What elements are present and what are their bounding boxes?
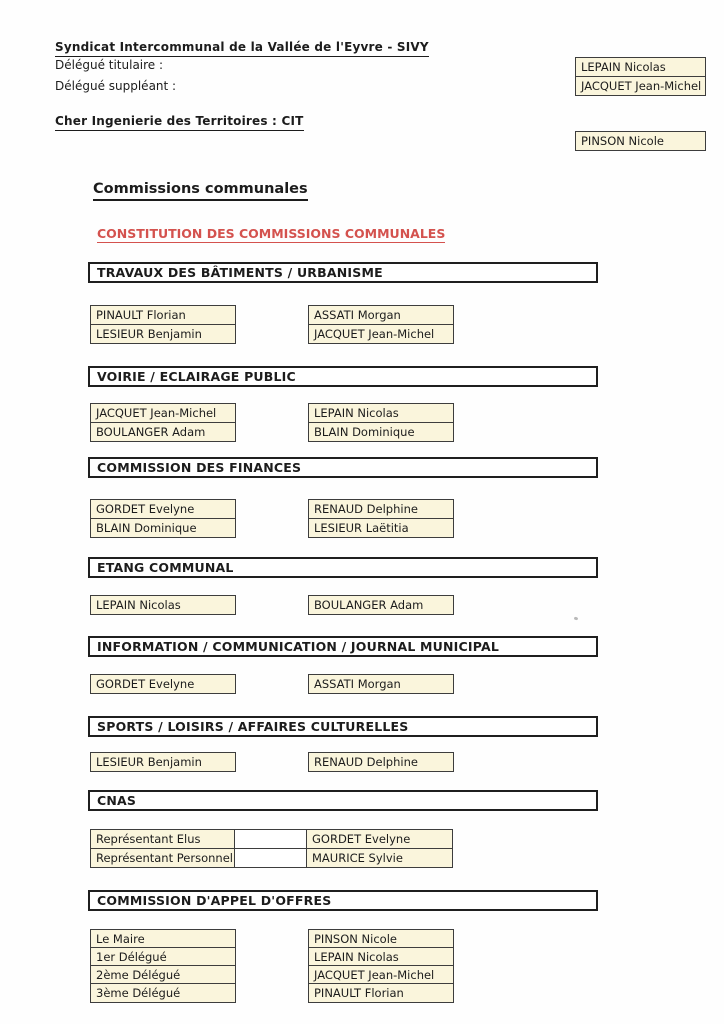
commission-header-finances bbox=[88, 457, 598, 478]
member-name-box: BOULANGER Adam bbox=[308, 595, 454, 615]
member-name-box: BOULANGER Adam bbox=[90, 422, 236, 442]
travaux-right-column bbox=[308, 305, 454, 344]
commission-title: CNAS bbox=[97, 793, 137, 808]
appel-offres-roles-column bbox=[90, 929, 236, 1003]
cit-title: Cher Ingenierie des Territoires : CIT bbox=[55, 114, 304, 131]
member-name-box: GORDET Evelyne bbox=[90, 674, 236, 694]
role-box: 3ème Délégué bbox=[90, 983, 236, 1003]
member-name-box: PINAULT Florian bbox=[308, 983, 454, 1003]
sivy-title: Syndicat Intercommunal de la Vallée de l'Eyvre - SIVY bbox=[55, 40, 429, 57]
commission-title: TRAVAUX DES BÂTIMENTS / URBANISME bbox=[97, 265, 383, 280]
member-name-box: LESIEUR Benjamin bbox=[90, 752, 236, 772]
information-right-column bbox=[308, 674, 454, 694]
cnas-role-cell: Représentant Elus bbox=[90, 829, 235, 849]
member-name-box: BLAIN Dominique bbox=[90, 518, 236, 538]
table-row bbox=[90, 848, 453, 868]
scan-artifact bbox=[574, 616, 579, 620]
sports-right-column bbox=[308, 752, 454, 772]
table-row bbox=[90, 829, 453, 849]
member-name-box: LEPAIN Nicolas bbox=[308, 403, 454, 423]
cnas-name-cell: GORDET Evelyne bbox=[306, 829, 453, 849]
travaux-left-column bbox=[90, 305, 236, 344]
commission-title: COMMISSION DES FINANCES bbox=[97, 460, 302, 475]
member-name-box: RENAUD Delphine bbox=[308, 499, 454, 519]
voirie-right-column bbox=[308, 403, 454, 442]
member-name-box: LEPAIN Nicolas bbox=[308, 947, 454, 967]
sivy-titulaire-box: LEPAIN Nicolas bbox=[575, 57, 706, 77]
member-name-box: RENAUD Delphine bbox=[308, 752, 454, 772]
appel-offres-names-column bbox=[308, 929, 454, 1003]
commission-title: COMMISSION D'APPEL D'OFFRES bbox=[97, 893, 332, 908]
role-box: Le Maire bbox=[90, 929, 236, 949]
commission-header-sports bbox=[88, 716, 598, 737]
role-box: 1er Délégué bbox=[90, 947, 236, 967]
voirie-left-column bbox=[90, 403, 236, 442]
delegue-suppleant-label: Délégué suppléant : bbox=[55, 79, 177, 93]
delegue-titulaire-label: Délégué titulaire : bbox=[55, 58, 164, 72]
page-title: Commissions communales bbox=[93, 181, 308, 201]
finances-right-column bbox=[308, 499, 454, 538]
commission-header-etang bbox=[88, 557, 598, 578]
information-left-column bbox=[90, 674, 236, 694]
sports-left-column bbox=[90, 752, 236, 772]
member-name-box: GORDET Evelyne bbox=[90, 499, 236, 519]
member-name-box: LESIEUR Benjamin bbox=[90, 324, 236, 344]
cnas-role-cell: Représentant Personnel bbox=[90, 848, 235, 868]
commission-header-information bbox=[88, 636, 598, 657]
commission-title: VOIRIE / ECLAIRAGE PUBLIC bbox=[97, 369, 296, 384]
member-name-box: JACQUET Jean-Michel bbox=[90, 403, 236, 423]
cnas-empty-cell bbox=[234, 829, 308, 849]
cit-name-box: PINSON Nicole bbox=[575, 131, 706, 151]
member-name-box: JACQUET Jean-Michel bbox=[308, 965, 454, 985]
role-box: 2ème Délégué bbox=[90, 965, 236, 985]
commission-header-travaux bbox=[88, 262, 598, 283]
cnas-table bbox=[90, 829, 453, 868]
member-name-box: LEPAIN Nicolas bbox=[90, 595, 236, 615]
commission-title: SPORTS / LOISIRS / AFFAIRES CULTURELLES bbox=[97, 719, 409, 734]
commission-header-appel-offres bbox=[88, 890, 598, 911]
etang-right-column bbox=[308, 595, 454, 615]
member-name-box: PINSON Nicole bbox=[308, 929, 454, 949]
commission-title: INFORMATION / COMMUNICATION / JOURNAL MUNICIPAL bbox=[97, 639, 500, 654]
etang-left-column bbox=[90, 595, 236, 615]
member-name-box: JACQUET Jean-Michel bbox=[308, 324, 454, 344]
red-heading: CONSTITUTION DES COMMISSIONS COMMUNALES bbox=[97, 226, 446, 241]
member-name-box: PINAULT Florian bbox=[90, 305, 236, 325]
finances-left-column bbox=[90, 499, 236, 538]
member-name-box: LESIEUR Laëtitia bbox=[308, 518, 454, 538]
member-name-box: BLAIN Dominique bbox=[308, 422, 454, 442]
commission-header-cnas bbox=[88, 790, 598, 811]
member-name-box: ASSATI Morgan bbox=[308, 674, 454, 694]
member-name-box: ASSATI Morgan bbox=[308, 305, 454, 325]
commission-header-voirie bbox=[88, 366, 598, 387]
sivy-suppleant-box: JACQUET Jean-Michel bbox=[575, 76, 706, 96]
cnas-empty-cell bbox=[234, 848, 308, 868]
cnas-name-cell: MAURICE Sylvie bbox=[306, 848, 453, 868]
commission-title: ETANG COMMUNAL bbox=[97, 560, 234, 575]
